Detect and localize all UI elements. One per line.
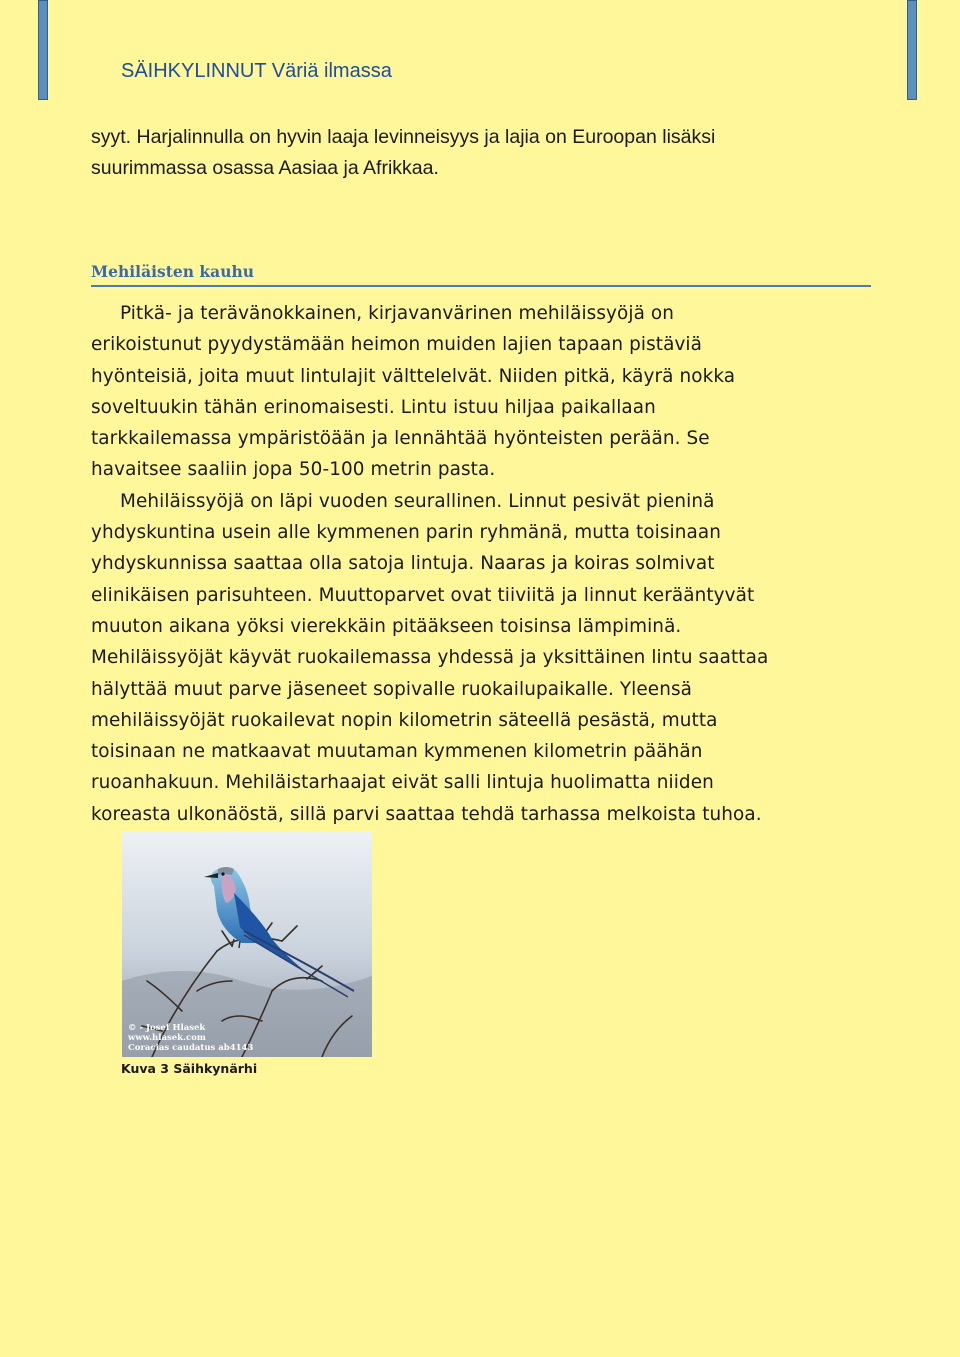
intro-line: suurimmassa osassa Aasiaa ja Afrikkaa. bbox=[91, 157, 439, 179]
body-line: yhdyskuntina usein alle kymmenen parin ryhmänä, mutta toisinaan bbox=[91, 522, 722, 544]
body-line: koreasta ulkonäöstä, sillä parvi saattaa tehdä tarhassa melkoista tuhoa. bbox=[91, 803, 762, 825]
body-line: soveltuukin tähän erinomaisesti. Lintu istuu hiljaa paikallaan bbox=[91, 396, 656, 418]
figure-caption: Kuva 3 Säihkynärhi bbox=[121, 1061, 258, 1076]
body-line: Mehiläissyöjä on läpi vuoden seurallinen. Linnut pesivät pieninä bbox=[120, 490, 715, 512]
body-line: elinikäisen parisuhteen. Muuttoparvet ovat tiiviitä ja linnut kerääntyvät bbox=[91, 584, 755, 606]
body-line: tarkkailemassa ympäristöään ja lennähtää hyönteisten perään. Se bbox=[91, 428, 710, 450]
watermark-line: www.hlasek.com bbox=[128, 1033, 206, 1043]
left-margin-bar bbox=[38, 0, 48, 100]
body-line: yhdyskunnissa saattaa olla satoja lintuja. Naaras ja koiras solmivat bbox=[91, 553, 715, 575]
body-line: ruoanhakuun. Mehiläistarhaajat eivät salli lintuja huolimatta niiden bbox=[91, 772, 714, 794]
body-line: mehiläissyöjät ruokailevat nopin kilometrin säteellä pesästä, mutta bbox=[91, 709, 718, 731]
page-header-title: SÄIHKYLINNUT Väriä ilmassa bbox=[121, 60, 392, 82]
watermark-line: © - Josef Hlasek bbox=[128, 1023, 206, 1033]
body-line: erikoistunut pyydystämään heimon muiden lajien tapaan pistäviä bbox=[91, 334, 703, 356]
section-heading: Mehiläisten kauhu bbox=[91, 262, 871, 287]
body-paragraph bbox=[91, 298, 881, 830]
body-line: toisinaan ne matkaavat muutaman kymmenen kilometrin päähän bbox=[91, 741, 703, 763]
body-line: muuton aikana yöksi vierekkäin pitääkseen toisinsa lämpiminä. bbox=[91, 615, 682, 637]
body-line: havaitsee saaliin jopa 50-100 metrin pasta. bbox=[91, 459, 496, 481]
bird-photo bbox=[122, 831, 372, 1057]
watermark-line: Coracias caudatus ab4143 bbox=[128, 1043, 254, 1053]
body-line: Pitkä- ja terävänokkainen, kirjavanvärinen mehiläissyöjä on bbox=[120, 303, 675, 324]
right-margin-bar bbox=[907, 0, 917, 100]
body-line: hyönteisiä, joita muut lintulajit välttelelvät. Niiden pitkä, käyrä nokka bbox=[91, 365, 736, 387]
body-line: hälyttää muut parve jäseneet sopivalle ruokailupaikalle. Yleensä bbox=[91, 678, 693, 700]
intro-paragraph bbox=[91, 122, 871, 184]
body-line: Mehiläissyöjät käyvät ruokailemassa yhdessä ja yksittäinen lintu saattaa bbox=[91, 647, 769, 669]
intro-line: syyt. Harjalinnulla on hyvin laaja levinneisyys ja lajia on Euroopan lisäksi bbox=[91, 126, 716, 148]
